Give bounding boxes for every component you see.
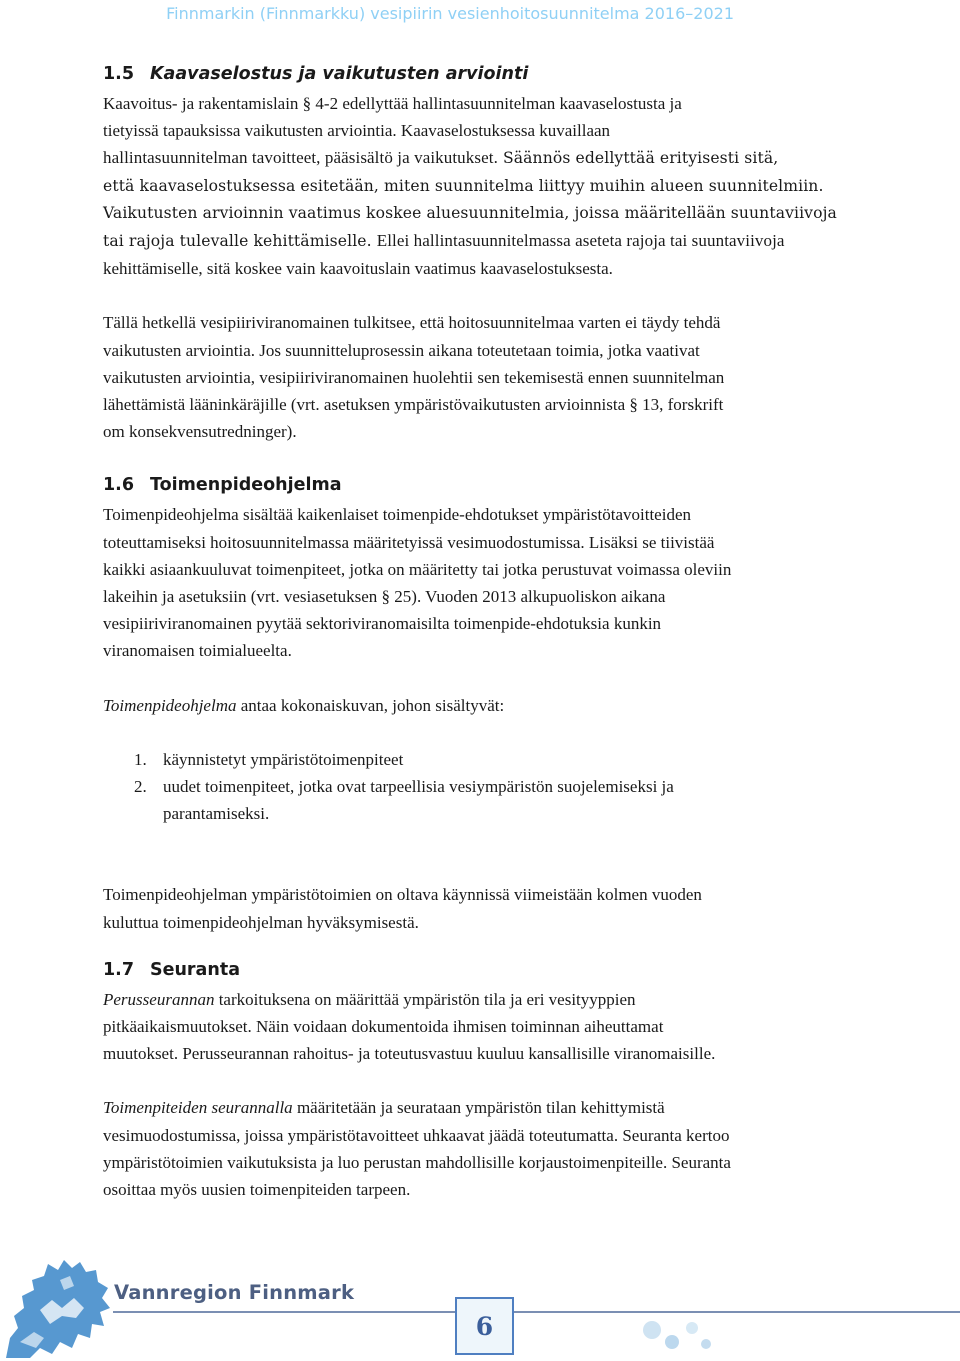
text-line [103, 227, 873, 255]
list-item [103, 773, 873, 827]
section-title: Toimenpideohjelma [150, 475, 342, 496]
text-line: vaikutusten arviointia, vesipiiriviranomainen huolehtii sen tekemisestä ennen suunnitelman [103, 367, 725, 387]
running-header: Finnmarkin (Finnmarkku) vesipiirin vesienhoitosuunnitelma 2016–2021 [166, 4, 734, 23]
page-footer [0, 1250, 960, 1361]
paragraph-toimenpideseuranta [103, 1094, 873, 1203]
list-number: 1. [134, 749, 147, 769]
section-heading-1-7 [103, 958, 873, 982]
text-span: tarkoituksena on määrittää ympäristön tila ja eri vesityyppien [214, 989, 636, 1009]
text-line: Toimenpideohjelma sisältää kaikenlaiset toimenpide-ehdotukset ympäristötavoitteiden [103, 505, 691, 525]
text-span: Ellei hallintasuunnitelmassa aseteta rajoja tai suuntaviivoja [376, 231, 785, 251]
italic-term: Toimenpideohjelma [103, 695, 237, 715]
list-text: käynnistetyt ympäristötoimenpiteet [163, 749, 404, 769]
text-span: tai rajoja tulevalle kehittämiselle. [103, 232, 372, 251]
text-span: Säännös edellyttää erityisesti sitä, [502, 149, 779, 168]
section-heading-1-6 [103, 473, 873, 497]
text-line [103, 1094, 873, 1121]
text-line: muutokset. Perusseurannan rahoitus- ja toteutusvastuu kuuluu kansallisille viranomaisille. [103, 1044, 716, 1064]
section-heading-1-5 [103, 62, 873, 86]
text-line: Tällä hetkellä vesipiiriviranomainen tulkitsee, että hoitosuunnitelmaa varten ei täydy tehdä [103, 313, 721, 333]
text-line: pitkäaikaismuutokset. Näin voidaan dokumentoida ihmisen toiminnan aiheuttamat [103, 1017, 664, 1037]
section-number: 1.6 [103, 475, 135, 496]
section-title: Kaavaselostus ja vaikutusten arviointi [150, 64, 529, 84]
text-line [103, 337, 873, 364]
text-line: tietyissä tapauksissa vaikutusten arviointia. Kaavaselostuksessa kuvaillaan [103, 121, 611, 141]
list-text: parantamiseksi. [163, 804, 270, 824]
paragraph-aikataulu [103, 881, 873, 935]
paragraph-kokonaiskuva [103, 692, 873, 719]
section-title: Seuranta [150, 959, 241, 980]
paragraph-toimenpideohjelma [103, 501, 873, 664]
list-item [103, 746, 873, 773]
text-line [103, 986, 873, 1013]
italic-term: Perusseurannan [103, 989, 215, 1009]
list-number: 2. [134, 777, 147, 797]
page-number-box [455, 1297, 514, 1355]
water-drops-decoration-icon [640, 1316, 720, 1356]
section-number: 1.5 [103, 64, 135, 84]
text-line: osoittaa myös uusien toimenpiteiden tarpeen. [103, 1180, 411, 1200]
text-line: om konsekvensutredninger). [103, 422, 297, 442]
text-line [103, 692, 873, 719]
text-line [103, 144, 873, 172]
text-line: ympäristötoimien vaikutuksista ja luo perustan mahdollisille korjaustoimenpiteille. Seuranta [103, 1152, 731, 1172]
text-line: Vaikutusten arvioinnin vaatimus koskee aluesuunnitelmia, joissa määritellään suuntaviivoja [103, 203, 837, 222]
text-span: hallintasuunnitelman tavoitteet, pääsisältö ja vaikutukset. [103, 148, 498, 168]
finnmark-map-logo-icon [0, 1250, 112, 1361]
numbered-list [103, 746, 873, 828]
paragraph-perusseuranta [103, 986, 873, 1068]
text-line: vesimuodostumissa, joissa ympäristötavoitteet uhkaavat jäädä toteutumatta. Seuranta kertoo [103, 1125, 730, 1145]
text-span: Jos suunnitteluprosessin aikana toteutetaan toimia, jotka vaativat [259, 340, 700, 360]
text-span: määritetään ja seurataan ympäristön tilan kehittymistä [292, 1098, 665, 1118]
text-line: vesipiiriviranomainen pyytää sektoriviranomaisilta toimenpide-ehdotuksia kunkin [103, 614, 662, 634]
document-body [103, 62, 873, 1203]
text-line: lähettämistä lääninkäräjille (vrt. asetuksen ympäristövaikutusten arvioinnista § 13, forskrift [103, 395, 724, 415]
list-text: uudet toimenpiteet, jotka ovat tarpeellisia vesiympäristön suojelemiseksi ja [163, 777, 674, 797]
organization-name: Vannregion Finnmark [114, 1281, 355, 1304]
text-line: kuluttua toimenpideohjelman hyväksymisestä. [103, 912, 419, 932]
section-number: 1.7 [103, 959, 135, 980]
text-line: kaikki asiaankuuluvat toimenpiteet, jotka on määritetty tai jotka perustuvat voimassa oleviin [103, 559, 732, 579]
page-number: 6 [475, 1311, 494, 1341]
paragraph-kaavaselostus [103, 90, 873, 282]
text-line: toteuttamiseksi hoitosuunnitelmassa määritetyissä vesimuodostumissa. Lisäksi se tiivistää [103, 532, 715, 552]
text-line: kehittämiselle, sitä koskee vain kaavoituslain vaatimus kaavaselostuksesta. [103, 259, 613, 279]
paragraph-nykytila [103, 309, 873, 445]
text-line: että kaavaselostuksessa esitetään, miten suunnitelma liittyy muihin alueen suunnitelmiin. [103, 176, 824, 195]
text-line: viranomaisen toimialueelta. [103, 641, 292, 661]
text-span: vaikutusten arviointia. [103, 340, 256, 360]
italic-term: Toimenpiteiden seurannalla [103, 1098, 293, 1118]
text-span: antaa kokonaiskuvan, johon sisältyvät: [236, 695, 505, 715]
text-line: lakeihin ja asetuksiin (vrt. vesiasetuksen § 25). Vuoden 2013 alkupuoliskon aikana [103, 587, 666, 607]
text-line: Kaavoitus- ja rakentamislain § 4-2 edellyttää hallintasuunnitelman kaavaselostusta ja [103, 94, 682, 113]
footer-divider [113, 1311, 960, 1313]
text-line: Toimenpideohjelman ympäristötoimien on oltava käynnissä viimeistään kolmen vuoden [103, 885, 702, 905]
